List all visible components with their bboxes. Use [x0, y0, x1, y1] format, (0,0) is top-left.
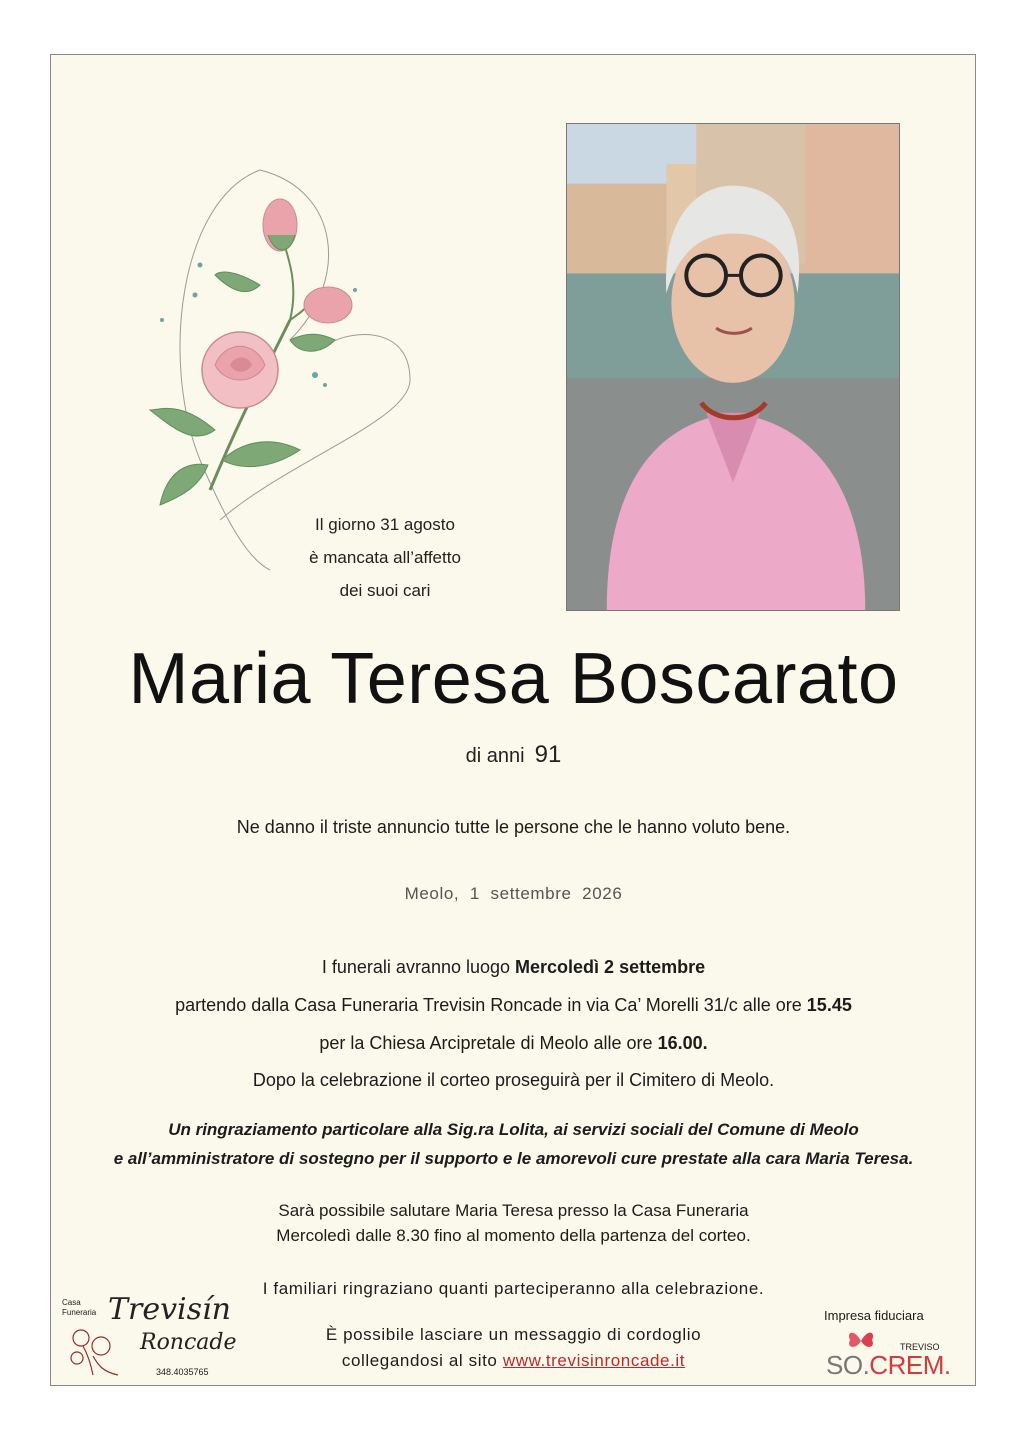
- message-line-1: È possibile lasciare un messaggio di cordoglio: [325, 1325, 702, 1344]
- departure-time: 15.45: [806, 995, 852, 1015]
- socrem-logo: [818, 1306, 958, 1382]
- socrem-brand-b: CREM.: [869, 1350, 951, 1380]
- visit-info: [0, 1198, 1027, 1248]
- logo-casa: Casa: [62, 1298, 81, 1307]
- socrem-city: TREVISO: [900, 1342, 940, 1352]
- funeral-line-3-text: per la Chiesa Arcipretale di Meolo alle ore: [319, 1033, 658, 1053]
- intro-line-3: dei suoi cari: [339, 581, 431, 600]
- funeral-line-2: [0, 986, 1027, 1024]
- thanks-line-2: e all’amministratore di sostegno per il supporto e le amorevoli cure prestate alla cara Maria Teresa.: [113, 1149, 914, 1168]
- trevisin-logo: [58, 1290, 248, 1380]
- logo-brand: Trevisín: [108, 1292, 231, 1327]
- deceased-name: Maria Teresa Boscarato: [128, 639, 899, 719]
- family-thanks: I familiari ringraziano quanti parteciperanno alla celebrazione.: [262, 1279, 765, 1298]
- funeral-line-2-text: partendo dalla Casa Funeraria Trevisin Roncade in via Ca’ Morelli 31/c alle ore: [175, 995, 807, 1015]
- portrait-photo: [566, 123, 900, 611]
- intro-line-1: Il giorno 31 agosto: [315, 515, 455, 534]
- death-intro: [260, 508, 510, 607]
- intro-line-2: è mancata all’affetto: [309, 548, 461, 567]
- age-value: 91: [534, 741, 562, 768]
- socrem-brand: [826, 1350, 951, 1381]
- funeral-date: Mercoledì 2 settembre: [515, 957, 706, 977]
- funeral-line-3: [0, 1024, 1027, 1062]
- visit-line-1: Sarà possibile salutare Maria Teresa presso la Casa Funeraria: [278, 1201, 749, 1220]
- age-label: di anni: [465, 745, 525, 767]
- place-date: Meolo, 1 settembre 2026: [404, 884, 623, 903]
- message-line-2-text: collegandosi al sito: [341, 1351, 503, 1370]
- logo-sub: Roncade: [140, 1330, 237, 1355]
- funeral-line-1: [0, 948, 1027, 986]
- website-link[interactable]: www.trevisinroncade.it: [502, 1351, 686, 1370]
- church-time: 16.00.: [657, 1033, 708, 1053]
- announcement-text: Ne danno il triste annuncio tutte le persone che le hanno voluto bene.: [236, 817, 791, 837]
- socrem-brand-a: SO.: [826, 1350, 870, 1380]
- age-line: [0, 741, 1027, 769]
- socrem-label: Impresa fiduciara: [824, 1308, 924, 1323]
- cortege-text: Dopo la celebrazione il corteo proseguirà per il Cimitero di Meolo.: [252, 1070, 775, 1090]
- logo-funeraria: Funeraria: [62, 1308, 97, 1317]
- logo-phone: 348.4035765: [156, 1367, 209, 1377]
- funeral-line-1-text: I funerali avranno luogo: [321, 957, 516, 977]
- visit-line-2: Mercoledì dalle 8.30 fino al momento della partenza del corteo.: [276, 1226, 751, 1245]
- thanks-line-1: Un ringraziamento particolare alla Sig.ra Lolita, ai servizi sociali del Comune di Meolo: [168, 1120, 859, 1139]
- special-thanks: [0, 1115, 1027, 1173]
- rose-logo-icon: [58, 1320, 128, 1380]
- funeral-info: [0, 948, 1027, 1062]
